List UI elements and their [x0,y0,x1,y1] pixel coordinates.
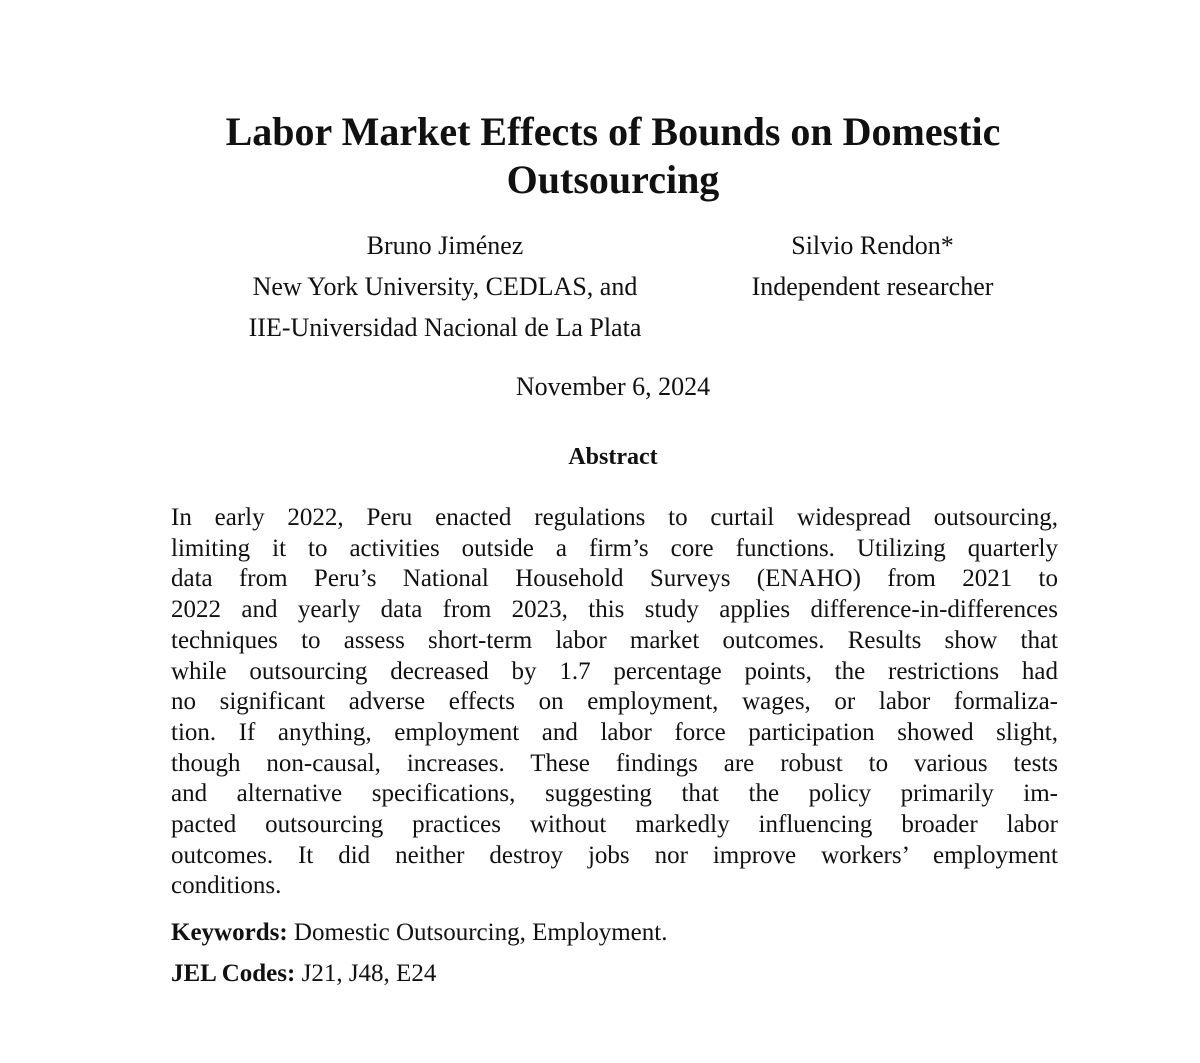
abstract-line: no significant adverse effects on employment, wages, or labor formaliza- [171,688,1058,716]
author-affiliation: New York University, CEDLAS, and [252,272,638,301]
abstract-line: In early 2022, Peru enacted regulations to curtail widespread outsourcing, [171,504,1058,531]
title-line: Outsourcing [506,157,720,202]
abstract-heading: Abstract [568,444,658,470]
abstract-line: pacted outsourcing practices without markedly influencing broader labor [171,811,1058,839]
keywords-label: Keywords: [171,919,288,946]
jel-codes-label: JEL Codes: [171,960,296,987]
author-rendon [710,225,1035,307]
abstract-line: techniques to assess short-term labor market outcomes. Results show that [171,626,1058,654]
abstract-line: outcomes. It did neither destroy jobs nor improve workers’ employment [171,841,1058,869]
jel-codes-value: J21, J48, E24 [301,960,437,987]
abstract-line: 2022 and yearly data from 2023, this study applies difference-in-differences [171,596,1058,624]
abstract-text [171,503,1058,902]
author-name: Silvio Rendon* [791,231,954,260]
keywords-value: Domestic Outsourcing, Employment. [293,919,668,946]
abstract-line: while outsourcing decreased by 1.7 percentage points, the restrictions had [171,657,1058,685]
abstract-line: data from Peru’s National Household Surveys (ENAHO) from 2021 to [171,565,1058,593]
abstract-line: though non-causal, increases. These findings are robust to various tests [171,749,1058,777]
abstract-line: tion. If anything, employment and labor force participation showed slight, [171,718,1058,746]
jel-codes-line [171,957,436,991]
paper-title [110,108,1116,204]
author-jimenez [195,225,695,348]
author-affiliation: IIE-Universidad Nacional de La Plata [248,313,642,342]
abstract-line: conditions. [171,872,282,900]
keywords-line [171,916,667,950]
publication-date: November 6, 2024 [515,372,711,401]
abstract-line: and alternative specifications, suggesting that the policy primarily im- [171,780,1058,808]
author-affiliation: Independent researcher [751,272,994,301]
author-name: Bruno Jiménez [366,231,524,260]
title-line: Labor Market Effects of Bounds on Domestic [225,109,1001,154]
author-block [0,225,1200,345]
abstract-line: limiting it to activities outside a firm’s core functions. Utilizing quarterly [171,534,1058,562]
